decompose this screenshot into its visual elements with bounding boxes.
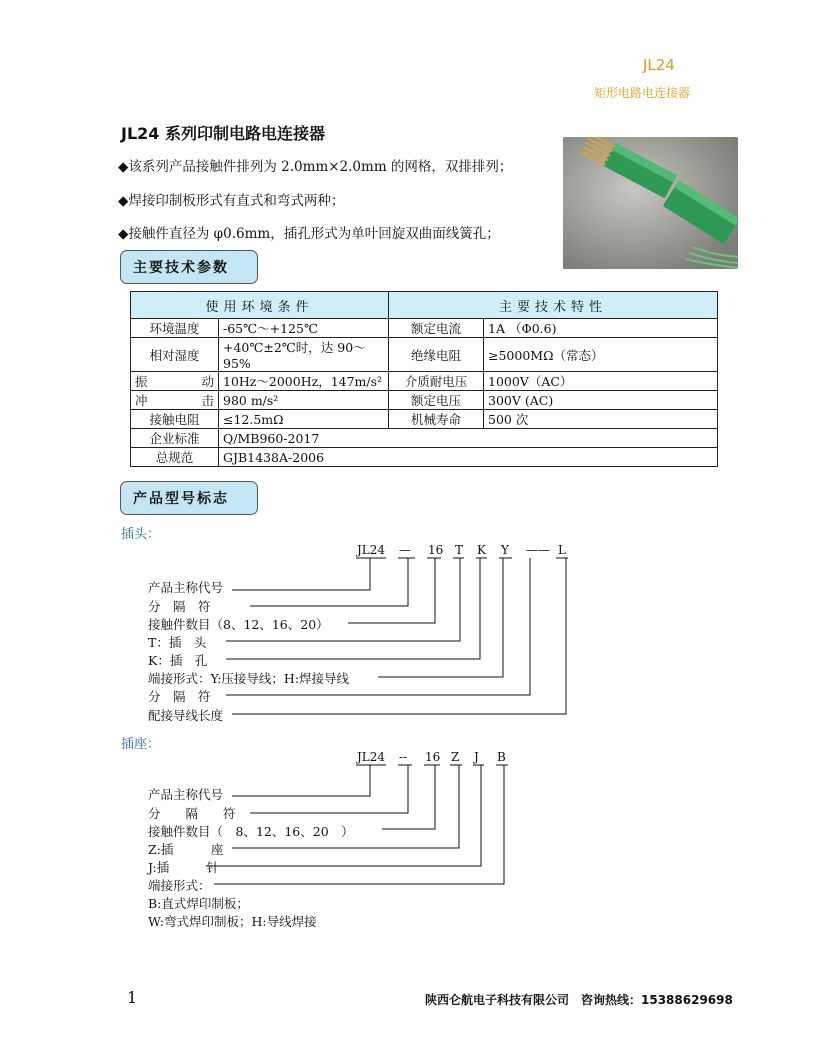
bullet-contact: ◆接触件直径为 φ0.6mm，插孔形式为单叶回旋双曲面线簧孔； — [118, 226, 500, 242]
cell-label: 机械寿命 — [389, 410, 484, 429]
socket-title: 插座： — [121, 737, 161, 752]
socket-code-termination: B — [497, 750, 506, 764]
plug-code-separator-2: —— — [526, 543, 550, 557]
plug-label: 接触件数目（8、12、16、20） — [148, 617, 329, 632]
header-model: JL24 — [643, 56, 675, 74]
socket-label: 分 隔 符 — [148, 806, 236, 821]
cell-value: 10Hz～2000Hz，147m/s² — [219, 372, 389, 391]
cell-label: 冲击 — [131, 391, 219, 410]
plug-code-series: JL24 — [357, 543, 386, 557]
cell-value: +40℃±2℃时，达 90～95% — [219, 338, 389, 372]
cell-label: 额定电流 — [389, 319, 484, 338]
cell-value: 500 次 — [484, 410, 718, 429]
socket-code-separator: -- — [399, 750, 408, 764]
cell-label: 介质耐电压 — [389, 372, 484, 391]
socket-code-contact: J — [474, 750, 479, 764]
footer-company-contact: 陕西仑航电子科技有限公司 咨询热线：15388629698 — [425, 993, 733, 1007]
socket-label: J:插 针 — [148, 860, 220, 875]
plug-code-length: L — [558, 543, 566, 557]
socket-label: W:弯式焊印制板；H:导线焊接 — [148, 914, 317, 929]
plug-code-separator: — — [399, 543, 411, 557]
cell-label: 振动 — [131, 372, 219, 391]
section-main-params: 主要技术参数 — [120, 250, 258, 284]
cell-value: 1000V（AC） — [484, 372, 718, 391]
cell-value: ≥5000MΩ（常态） — [484, 338, 718, 372]
socket-label: 接触件数目（ 8、12、16、20 ） — [148, 824, 354, 839]
bullet-mounting: ◆焊接印制板形式有直式和弯式两种； — [118, 193, 345, 209]
cell-value: 300V (AC) — [484, 391, 718, 410]
plug-label: 产品主称代号 — [148, 580, 224, 595]
plug-title: 插头： — [121, 527, 161, 542]
plug-code-termination: Y — [501, 543, 509, 557]
socket-code-type: Z — [451, 750, 460, 764]
socket-code-count: 16 — [425, 750, 441, 764]
plug-label: K：插 孔 — [148, 653, 208, 668]
plug-label: T：插 头 — [148, 635, 207, 650]
plug-code-type: T — [455, 543, 464, 557]
cell-value: Q/MB960-2017 — [219, 429, 718, 448]
cell-value: ≤12.5mΩ — [219, 410, 389, 429]
cell-label: 额定电压 — [389, 391, 484, 410]
cell-label: 企业标准 — [131, 429, 219, 448]
cell-value: 1A （Φ0.6) — [484, 319, 718, 338]
cell-value: -65℃～+125℃ — [219, 319, 389, 338]
plug-label: 配接导线长度 — [148, 708, 224, 723]
socket-label: B:直式焊印制板； — [148, 896, 249, 911]
cell-label: 总规范 — [131, 448, 219, 467]
plug-label: 分 隔 符 — [148, 689, 211, 704]
table-header-tech: 主要技术特性 — [389, 292, 718, 319]
bullet-grid: ◆该系列产品接触件排列为 2.0mm×2.0mm 的网格，双排排列； — [118, 159, 513, 175]
page-number: 1 — [127, 988, 138, 1007]
cell-value: 980 m/s² — [219, 391, 389, 410]
plug-label: 端接形式：Y:压接导线；H:焊接导线 — [148, 671, 350, 686]
table-header-env: 使用环境条件 — [131, 292, 389, 319]
socket-code-series: JL24 — [357, 750, 386, 764]
section-model-designation: 产品型号标志 — [120, 481, 258, 515]
socket-label: 产品主称代号 — [148, 787, 224, 802]
cell-label: 环境温度 — [131, 319, 219, 338]
plug-code-count: 16 — [428, 543, 444, 557]
plug-label: 分 隔 符 — [148, 599, 211, 614]
cell-label: 绝缘电阻 — [389, 338, 484, 372]
plug-code-contact: K — [477, 543, 486, 557]
cell-label: 接触电阻 — [131, 410, 219, 429]
cell-label: 相对湿度 — [131, 338, 219, 372]
cell-value: GJB1438A-2006 — [219, 448, 718, 467]
socket-label: Z:插 座 — [148, 842, 224, 857]
socket-label: 端接形式： — [148, 878, 211, 893]
header-subtitle: 矩形电路电连接器 — [594, 86, 691, 100]
page-title: JL24 系列印制电路电连接器 — [121, 124, 325, 143]
